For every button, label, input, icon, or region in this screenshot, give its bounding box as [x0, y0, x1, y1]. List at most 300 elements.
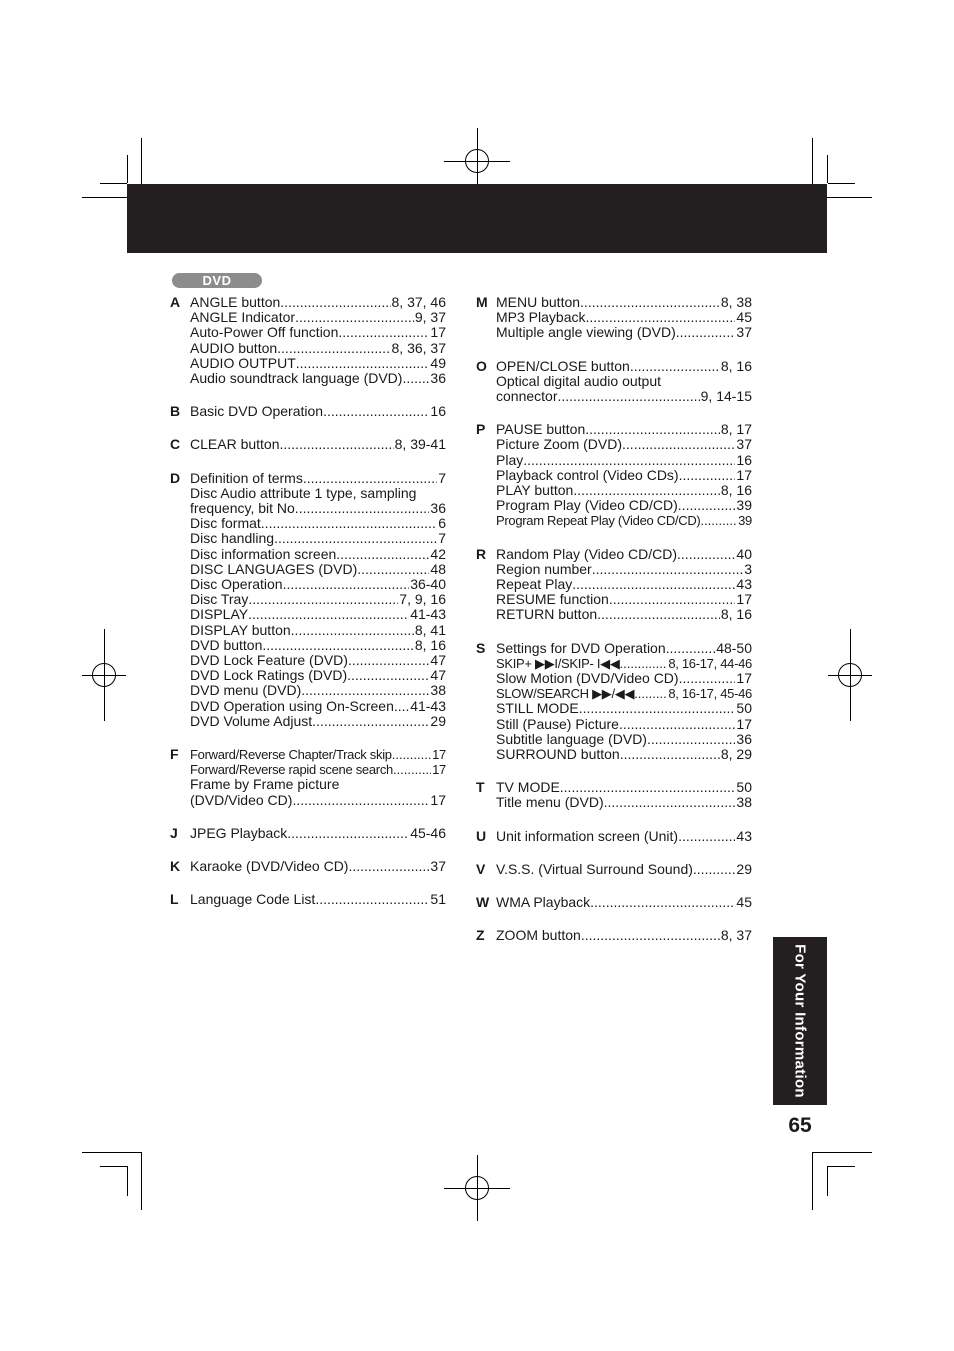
index-entry — [496, 780, 752, 795]
index-entry-label: Region number — [496, 560, 592, 577]
index-entry-page: 8, 16-17, 45-46 — [668, 686, 752, 702]
leader-dots — [592, 562, 743, 577]
index-letter: L — [170, 891, 179, 908]
index-entry — [496, 641, 752, 656]
index-entry-label: DVD Lock Feature (DVD) — [190, 652, 348, 669]
leader-dots — [700, 513, 737, 528]
index-entry-label: Playback control (Video CDs) — [496, 466, 679, 483]
index-entry-page: 6 — [438, 515, 446, 532]
leader-dots — [357, 562, 429, 577]
index-entry-label: Random Play (Video CD/CD) — [496, 545, 678, 562]
index-entry — [496, 389, 752, 404]
index-entries — [496, 422, 752, 528]
leader-dots — [312, 714, 429, 729]
index-entry — [190, 325, 446, 340]
index-group-c — [170, 437, 446, 452]
index-entries — [190, 471, 446, 729]
index-entry — [190, 714, 446, 729]
index-group-f — [170, 747, 446, 808]
leader-dots — [619, 717, 735, 732]
index-entry-page: 8, 17 — [720, 421, 752, 438]
crop-mark — [812, 1152, 872, 1153]
index-entry-page: 17 — [736, 670, 752, 687]
leader-dots — [394, 699, 409, 714]
index-entry — [190, 793, 446, 808]
index-entry — [496, 592, 752, 607]
index-entry-page: 8, 29 — [720, 746, 752, 763]
index-entry-label: RETURN button — [496, 606, 598, 623]
index-entry-label: connector — [496, 388, 558, 405]
index-entry — [496, 498, 752, 513]
index-entry-label: WMA Playback — [496, 894, 591, 911]
index-entry-page: 16 — [430, 403, 446, 420]
leader-dots — [299, 501, 430, 516]
leader-dots — [604, 795, 736, 810]
index-entry-label: DISPLAY — [190, 606, 249, 623]
index-entry — [190, 356, 446, 371]
index-entry-page: 43 — [736, 827, 752, 844]
leader-dots — [634, 686, 667, 701]
index-entry-page: 16 — [736, 451, 752, 468]
index-entry-label: Title menu (DVD) — [496, 794, 604, 811]
index-entry-label: PLAY button — [496, 482, 574, 499]
index-entry-page: 36-40 — [410, 576, 446, 593]
index-entry — [190, 699, 446, 714]
index-entry-page: 8, 37 — [720, 927, 752, 944]
index-entry — [190, 547, 446, 562]
index-entry — [496, 437, 752, 452]
index-entry-page: 49 — [430, 354, 446, 371]
leader-dots — [303, 471, 437, 486]
index-entries — [496, 928, 752, 943]
index-entry — [190, 653, 446, 668]
index-entries — [496, 780, 752, 810]
index-entry-label: MENU button — [496, 294, 581, 310]
registration-mark-left — [92, 663, 116, 687]
index-entry-page: 17 — [736, 715, 752, 732]
index-entry-label: JPEG Playback — [190, 824, 288, 841]
section-tab-label: For Your Information — [791, 944, 809, 1098]
index-entry — [190, 762, 446, 777]
index-entry-label: RESUME function — [496, 591, 609, 608]
index-entry-label: SLOW/SEARCH ▶▶/◀◀ — [496, 686, 635, 702]
index-entry-label: Still (Pause) Picture — [496, 715, 619, 732]
leader-dots — [277, 341, 390, 356]
index-entry-page: 45 — [736, 894, 752, 911]
index-entry-page: 17 — [736, 466, 752, 483]
index-entries — [496, 295, 752, 341]
index-entry — [190, 404, 446, 419]
index-entry-label: Disc format — [190, 515, 261, 532]
leader-dots — [280, 437, 394, 452]
index-entry-label: DVD menu (DVD) — [190, 682, 302, 699]
index-entry — [496, 895, 752, 910]
index-entry-label: AUDIO OUTPUT — [190, 354, 296, 371]
index-column-left — [170, 295, 446, 926]
leader-dots — [248, 592, 398, 607]
index-entry — [190, 747, 446, 762]
index-entry-label: MP3 Playback — [496, 309, 586, 326]
leader-dots — [693, 862, 736, 877]
leader-dots — [647, 732, 735, 747]
index-entry-label: V.S.S. (Virtual Surround Sound) — [496, 860, 693, 877]
index-entry-page: 9, 14-15 — [700, 388, 752, 405]
index-group-l — [170, 892, 446, 907]
index-letter: A — [170, 294, 181, 310]
index-entry: Frame by Frame picture — [190, 776, 340, 793]
leader-dots — [590, 895, 735, 910]
index-entries — [190, 295, 446, 386]
leader-dots — [609, 592, 736, 607]
index-entry — [496, 325, 752, 340]
crop-mark — [828, 1166, 855, 1167]
section-tab — [773, 937, 827, 1105]
index-group-m — [476, 295, 752, 341]
index-entry-label: SKIP+ ▶▶I/SKIP- I◀◀ — [496, 655, 620, 671]
index-entry-page: 50 — [736, 779, 752, 796]
leader-dots — [315, 892, 429, 907]
index-letter: J — [170, 824, 178, 841]
index-group-r — [476, 547, 752, 623]
index-entry-label: Slow Motion (DVD/Video CD) — [496, 670, 679, 687]
index-entries — [190, 892, 446, 907]
leader-dots — [666, 641, 716, 656]
index-entry-label: frequency, bit No. — [190, 500, 299, 517]
index-entry — [496, 701, 752, 716]
index-entry-label: Disc Operation — [190, 576, 283, 593]
registration-mark-top — [465, 149, 489, 173]
index-letter: V — [476, 860, 486, 877]
index-entry-page: 37 — [736, 324, 752, 341]
index-entry-page: 48-50 — [716, 639, 752, 656]
leader-dots — [523, 453, 735, 468]
index-entry — [190, 295, 446, 310]
index-letter: F — [170, 746, 179, 763]
index-entry-page: 47 — [430, 667, 446, 684]
index-entry-label: TV MODE — [496, 779, 560, 796]
index-entry-page: 8, 16 — [720, 357, 752, 374]
index-entry-label: STILL MODE — [496, 700, 579, 717]
leader-dots — [295, 310, 414, 325]
index-entry — [190, 371, 446, 386]
index-entry-label: Subtitle language (DVD) — [496, 730, 647, 747]
index-entry — [190, 310, 446, 325]
leader-dots — [573, 483, 720, 498]
index-letter: W — [476, 894, 490, 911]
leader-dots — [630, 359, 720, 374]
index-letter: D — [170, 469, 181, 486]
index-entry-label: Settings for DVD Operation — [496, 639, 666, 656]
index-entries — [190, 404, 446, 419]
registration-mark-right — [838, 663, 862, 687]
index-entry-page: 17 — [432, 762, 446, 778]
index-entry-label: Unit information screen (Unit) — [496, 827, 679, 844]
index-entry-page: 7 — [438, 469, 446, 486]
index-entry-page: 37 — [430, 858, 446, 875]
leader-dots — [679, 671, 736, 686]
index-entry — [496, 671, 752, 686]
index-letter: U — [476, 827, 487, 844]
index-entry-label: SURROUND button — [496, 746, 620, 763]
index-entry-label: Play — [496, 451, 524, 468]
index-entry — [190, 501, 446, 516]
index-entries — [496, 895, 752, 910]
leader-dots — [581, 928, 720, 943]
index-group-j — [170, 826, 446, 841]
index-entry — [190, 668, 446, 683]
index-entry-label: ANGLE button — [190, 294, 281, 310]
index-entry-page: 40 — [736, 545, 752, 562]
crop-mark — [828, 183, 855, 184]
index-entry-page: 8, 41 — [414, 621, 446, 638]
leader-dots — [348, 653, 429, 668]
index-entry-page: 3 — [744, 560, 752, 577]
index-group-a — [170, 295, 446, 386]
crop-mark — [827, 155, 828, 183]
index-entry-page: 17 — [430, 324, 446, 341]
leader-dots — [262, 638, 413, 653]
index-entry-page: 36 — [736, 730, 752, 747]
index-group-s — [476, 641, 752, 763]
index-column-right — [476, 295, 752, 962]
leader-dots — [678, 498, 736, 513]
index-entry-page: 48 — [430, 560, 446, 577]
index-entry-label: Picture Zoom (DVD) — [496, 436, 623, 453]
index-entry-label: ANGLE Indicator — [190, 309, 296, 326]
leader-dots — [402, 371, 429, 386]
index-entry-page: 8, 37, 46 — [391, 294, 446, 310]
index-entry-label: DVD Operation using On-Screen — [190, 697, 394, 714]
index-entry-page: 41-43 — [410, 697, 446, 714]
page-number: 65 — [788, 1114, 812, 1137]
index-entry-label: ZOOM button — [496, 927, 581, 944]
index-entry — [190, 471, 446, 486]
index-entry — [496, 862, 752, 877]
index-entry-label: Disc information screen. — [190, 545, 341, 562]
leader-dots — [348, 859, 429, 874]
index-entry-label: Forward/Reverse Chapter/Track skip — [190, 747, 392, 763]
index-group-k — [170, 859, 446, 874]
leader-dots — [340, 547, 429, 562]
index-entry-label: Disc Tray — [190, 591, 249, 608]
index-entry-page: 7, 9, 16 — [399, 591, 446, 608]
index-entry-page: 7 — [438, 530, 446, 547]
index-entry-page: 29 — [430, 712, 446, 729]
index-entry-label: Basic DVD Operation — [190, 403, 324, 420]
index-entry — [496, 295, 752, 310]
leader-dots — [283, 577, 410, 592]
index-entry-label: DVD Volume Adjust — [190, 712, 313, 729]
index-entry — [190, 592, 446, 607]
index-entry-label: OPEN/CLOSE button — [496, 357, 630, 374]
leader-dots — [292, 793, 429, 808]
index-entry-page: 45-46 — [410, 824, 446, 841]
index-group-d — [170, 471, 446, 729]
index-entry-label: DISPLAY button — [190, 621, 291, 638]
index-entries — [190, 859, 446, 874]
leader-dots — [677, 547, 735, 562]
leader-dots — [620, 747, 720, 762]
index-entry-page: 39 — [736, 497, 752, 514]
index-entry-label: (DVD/Video CD) — [190, 791, 293, 808]
index-entry — [496, 483, 752, 498]
index-group-p — [476, 422, 752, 528]
index-letter: P — [476, 421, 486, 438]
index-letter: R — [476, 545, 487, 562]
index-entry — [496, 829, 752, 844]
leader-dots — [261, 516, 437, 531]
index-entries — [190, 437, 446, 452]
index-entry-label: Program Repeat Play (Video CD/CD) — [496, 513, 701, 529]
index-entry-page: 37 — [736, 436, 752, 453]
leader-dots — [338, 325, 429, 340]
header-bar — [127, 184, 827, 253]
crop-mark — [100, 1166, 127, 1167]
index-entry-label: Multiple angle viewing (DVD) — [496, 324, 676, 341]
index-entry-label: DVD Lock Ratings (DVD) — [190, 667, 348, 684]
leader-dots — [620, 656, 668, 671]
leader-dots — [280, 295, 390, 310]
index-entry — [190, 638, 446, 653]
index-entry — [190, 892, 446, 907]
index-entry — [496, 656, 752, 671]
index-letter: T — [476, 779, 485, 796]
index-entry — [496, 453, 752, 468]
index-entry-label: Repeat Play — [496, 576, 573, 593]
index-entry — [496, 747, 752, 762]
index-entry — [496, 928, 752, 943]
index-entry-label: Auto-Power Off function — [190, 324, 339, 341]
index-group-z — [476, 928, 752, 943]
index-group-o — [476, 359, 752, 405]
index-entry — [496, 513, 752, 528]
index-entry — [496, 686, 752, 701]
index-entry — [496, 422, 752, 437]
leader-dots — [323, 404, 429, 419]
index-entry-page: 45 — [736, 309, 752, 326]
index-entry — [190, 826, 446, 841]
index-entry-label: Karaoke (DVD/Video CD) — [190, 858, 349, 875]
index-entries — [190, 747, 446, 808]
index-entry — [496, 577, 752, 592]
index-entries — [496, 862, 752, 877]
index-entry-label: Language Code List — [190, 891, 316, 908]
index-group-b — [170, 404, 446, 419]
index-entry-label: Disc handling — [190, 530, 275, 547]
leader-dots — [676, 325, 736, 340]
index-entry — [496, 359, 752, 374]
index-entry — [496, 468, 752, 483]
index-entry — [496, 717, 752, 732]
index-entry — [496, 547, 752, 562]
crop-mark — [827, 1166, 828, 1196]
index-entry-page: 8, 16 — [720, 606, 752, 623]
index-entry-page: 8, 16-17, 44-46 — [668, 655, 752, 671]
index-entry — [190, 623, 446, 638]
index-entry-label: DISC LANGUAGES (DVD) — [190, 560, 358, 577]
leader-dots — [248, 607, 409, 622]
index-entry-page: 9, 37 — [414, 309, 446, 326]
index-entry-label: AUDIO button — [190, 339, 278, 356]
index-entry — [496, 732, 752, 747]
index-letter: K — [170, 858, 181, 875]
index-entry — [496, 562, 752, 577]
index-entry-page: 17 — [736, 591, 752, 608]
index-group-v — [476, 862, 752, 877]
crop-mark — [127, 1166, 128, 1196]
index-entry: Optical digital audio output — [496, 372, 661, 389]
leader-dots — [622, 437, 735, 452]
leader-dots — [679, 468, 736, 483]
index-entry — [190, 859, 446, 874]
index-entry: Disc Audio attribute 1 type, sampling — [190, 484, 417, 501]
leader-dots — [557, 389, 699, 404]
leader-dots — [572, 577, 735, 592]
crop-mark — [127, 155, 128, 183]
index-entry — [496, 310, 752, 325]
index-entry-label: PAUSE button — [496, 421, 586, 438]
index-entry-page: 42 — [430, 545, 446, 562]
leader-dots — [580, 295, 720, 310]
index-group-t — [476, 780, 752, 810]
crop-mark — [141, 1152, 142, 1210]
index-letter: Z — [476, 927, 485, 944]
index-entry-page: 51 — [430, 891, 446, 908]
index-entry-label: Program Play (Video CD/CD) — [496, 497, 678, 514]
index-entry-page: 8, 39-41 — [394, 436, 446, 453]
index-entry-page: 8, 16 — [720, 482, 752, 499]
leader-dots — [579, 701, 736, 716]
index-entries — [496, 359, 752, 405]
index-group-u — [476, 829, 752, 844]
index-letter: C — [170, 436, 181, 453]
leader-dots — [585, 422, 720, 437]
index-entry — [190, 341, 446, 356]
index-entry — [496, 795, 752, 810]
index-entry — [190, 562, 446, 577]
index-entry-page: 47 — [430, 652, 446, 669]
index-letter: B — [170, 403, 181, 420]
dvd-badge: DVD — [172, 273, 262, 288]
index-entry-page: 50 — [736, 700, 752, 717]
index-entry — [190, 683, 446, 698]
index-entry-page: 17 — [432, 747, 446, 763]
index-entry-page: 17 — [430, 791, 446, 808]
leader-dots — [560, 780, 736, 795]
index-entry-page: 39 — [738, 513, 752, 529]
index-entry — [190, 607, 446, 622]
index-entry-page: 36 — [430, 500, 446, 517]
index-entry-page: 29 — [736, 860, 752, 877]
index-entry-page: 41-43 — [410, 606, 446, 623]
index-entry-label: Definition of terms — [190, 469, 303, 486]
crop-mark — [812, 1152, 813, 1210]
index-entry-page: 38 — [430, 682, 446, 699]
leader-dots — [301, 683, 429, 698]
index-letter: O — [476, 357, 487, 374]
index-entry-label: CLEAR button — [190, 436, 280, 453]
leader-dots — [392, 747, 431, 762]
index-entry-page: 43 — [736, 576, 752, 593]
leader-dots — [347, 668, 429, 683]
index-entry — [190, 437, 446, 452]
leader-dots — [597, 607, 720, 622]
index-entry-page: 8, 38 — [720, 294, 752, 310]
index-entry-label: DVD button — [190, 636, 263, 653]
leader-dots — [678, 829, 735, 844]
crop-mark — [82, 1152, 142, 1153]
index-letter: M — [476, 294, 488, 310]
